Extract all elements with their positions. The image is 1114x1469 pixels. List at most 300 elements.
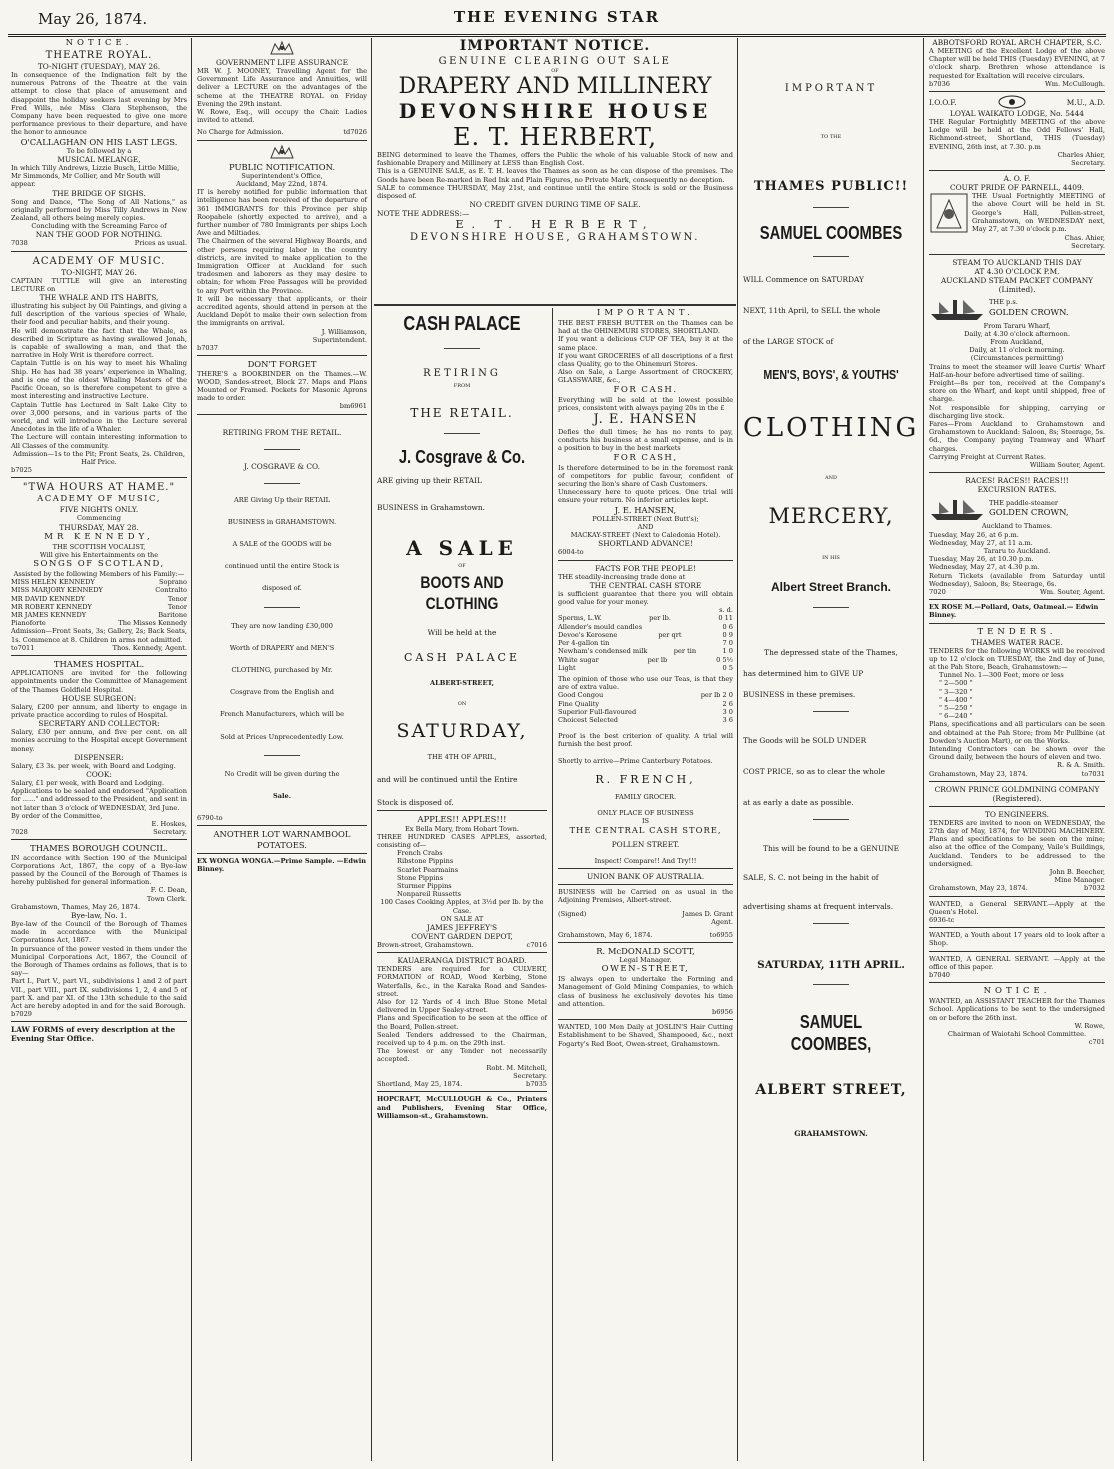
- ad-ref: to7011: [11, 643, 35, 652]
- coombes-body: has determined him to GIVE UP: [743, 669, 864, 678]
- union-bank-body: BUSINESS will be Carried on as usual in the Adjoining Premises, Albert-street.: [558, 887, 733, 904]
- scott-address: OWEN-STREET,: [601, 964, 690, 975]
- route-heading: Auckland to Thames.: [981, 522, 1053, 531]
- hospital-signer: E. Hoskes,: [151, 820, 187, 829]
- twa-songs: SONGS OF SCOTLAND,: [33, 558, 165, 569]
- and-text: AND: [637, 523, 654, 532]
- theatre-bridge: THE BRIDGE OF SIGHS.: [52, 188, 146, 198]
- text-cell: 0 5: [722, 663, 733, 672]
- teacher-signer-title: Chairman of Waiotahi School Committee.: [947, 1030, 1087, 1039]
- facts-body: Proof is the best criterion of quality. A trial will furnish the best proof.: [558, 732, 733, 749]
- rose-advert: EX ROSE M.—Pollard, Oats, Oatmeal.— Edwin Binney.: [929, 603, 1099, 620]
- hansen-body: If you want GROCERIES of all descriptions of a first class Quality, go to the Ohinemuri Stores.: [558, 351, 733, 369]
- servant-advert: WANTED, a General SERVANT.—Apply at the Queen's Hotel.: [929, 899, 1105, 916]
- text-cell: Per 4-gallon tin: [558, 639, 610, 648]
- potatoes-advert: ANOTHER LOT WARNAMBOOL POTATOES.: [213, 829, 351, 850]
- apples-onsale: ON SALE AT: [440, 914, 484, 923]
- loyal-waikato-signer: Charles Ahier,: [1057, 150, 1105, 159]
- hansen-body: Is therefore determined to be in the foremost rank of competitors for public favour, confident of securing the lion's share of Cash Customers.: [558, 463, 733, 489]
- facts-body: is sufficient guarantee that there you will obtain good value for your money.: [558, 589, 733, 607]
- a-sale-heading: A SALE: [406, 536, 518, 560]
- cosgrave-line: Sale.: [272, 791, 292, 800]
- text-cell: per lb.: [649, 614, 671, 623]
- coombes-heading: SAMUEL COOMBES: [759, 223, 903, 243]
- text-cell: Fine Quality: [558, 699, 600, 708]
- public-signer: J. Williamson,: [321, 327, 367, 336]
- price-row: [558, 647, 733, 655]
- text-cell: Allender's mould candles: [558, 622, 643, 631]
- cast-role: Baritone: [158, 610, 187, 619]
- twa-admission: Admission—Front Seats, 3s; Gallery, 2s; Back Seats, 1s. Commence at 8. Children in arms not admitted.: [11, 627, 187, 644]
- borough-heading: THAMES BOROUGH COUNCIL.: [30, 843, 168, 854]
- french-address: POLLEN STREET.: [611, 839, 680, 849]
- twa-agent: Thos. Kennedy, Agent.: [112, 643, 187, 652]
- borough-signer-title: Town Clerk.: [146, 894, 187, 903]
- text-cell: Sperms, L.W.: [558, 614, 602, 623]
- french-name: R. FRENCH,: [595, 772, 696, 786]
- coombes-body: This will be found to be a GENUINE: [763, 844, 899, 853]
- all-seeing-eye-icon: [997, 95, 1027, 109]
- route-heading: Tararu to Auckland.: [983, 546, 1051, 555]
- twa-venue: ACADEMY OF MUSIC,: [37, 494, 161, 505]
- coombes-body: BUSINESS in these premises.: [743, 690, 856, 699]
- french-grocer: FAMILY GROCER.: [614, 792, 677, 801]
- saturday-date-heading: SATURDAY, 11TH APRIL.: [757, 959, 905, 971]
- ad-ref: bm6961: [339, 402, 367, 411]
- borough-byelaw-body: Bye-law of the Council of the Borough of Thames made in accordance with the Municipal Corporations Act, 1867.: [11, 920, 187, 945]
- ad-ref: b7025: [11, 466, 33, 475]
- cast-name: MR JAMES KENNEDY: [11, 610, 87, 619]
- theatre-piece: O'CALLAGHAN ON HIS LAST LEGS.: [20, 136, 178, 147]
- column-4: [740, 38, 922, 1461]
- theatre-followed: To be followed by a: [66, 146, 132, 155]
- abbotsford-heading: ABBOTSFORD ROYAL ARCH CHAPTER, S.C.: [932, 38, 1102, 47]
- important-heading: IMPORTANT.: [597, 308, 694, 318]
- cosgrave-business: BUSINESS in Grahamstown.: [377, 503, 485, 512]
- column-2: [194, 38, 370, 1461]
- coombes-body: The depressed state of the Thames,: [764, 648, 898, 657]
- apples-cooking: 100 Cases Cooking Apples, at 3½d per lb. by the Case.: [380, 898, 544, 915]
- albert-street-heading: ALBERT STREET,: [755, 1082, 907, 1098]
- hospital-secretary-body: Salary, £30 per annum, and five per cent. on all monies accruing to the Hospital except Government money.: [11, 728, 187, 753]
- borough-body: IN accordance with Section 190 of the Municipal Corporations Act, 1867, the copy of a Bye-law passed by the Council of the Borough of Thames is hereby published for general information.: [11, 853, 187, 887]
- golden-crown-name: GOLDEN CROWN,: [989, 507, 1069, 518]
- price-row: [558, 656, 733, 664]
- boots-clothing-heading: BOOTS AND CLOTHING: [420, 573, 504, 613]
- engineers-title: Mine Manager.: [1054, 876, 1105, 885]
- to-the-text: TO THE: [820, 134, 842, 140]
- wonga-advert: EX WONGA WONGA.—Prime Sample. —Edwin Binney.: [197, 856, 366, 873]
- hospital-heading: THAMES HOSPITAL.: [53, 658, 145, 669]
- albert-branch-heading: Albert Street Branch.: [770, 580, 892, 594]
- academy-body: Captain Tuttle has Lectured in Salt Lake City to over 3,000 persons, and in various parts of the world, and will introduce in the Lecture several Anecdotes in the life of a Whaler.: [11, 400, 187, 434]
- sailing-time: Tuesday, May 26, at 10.30 p.m.: [929, 555, 1034, 564]
- apple-kind: Scarlet Pearmains: [397, 865, 459, 874]
- twa-will: Will give his Entertainments on the: [39, 550, 159, 559]
- bookbinder-body: THERE'S a BOOKBINDER on the Thames.—W. WOOD, Sandes-street, Block 27. Maps and Plans Mounted or Framed. Pockets for Masonic Aprons made to order.: [197, 369, 367, 403]
- drapery-heading: DRAPERY AND MILLINERY: [398, 74, 712, 99]
- coombes-body: at as early a date as possible.: [743, 798, 854, 807]
- text-cell: per lb 2 0: [700, 691, 733, 700]
- central-cash-store: THE CENTRAL CASH STORE: [589, 580, 702, 590]
- for-cash: FOR CASH,: [613, 452, 678, 463]
- text-cell: 0 6: [722, 622, 733, 631]
- text-cell: 0 11: [718, 614, 733, 623]
- bookbinder-advert: [197, 359, 367, 410]
- french-inspect: Inspect! Compare!! And Try!!!: [594, 856, 697, 865]
- union-bank-heading: UNION BANK OF AUSTRALIA.: [586, 871, 705, 881]
- hansen-body: THE BEST FRESH BUTTER on the Thames can be had at the OHINEMURI STORES, SHORTLAND.: [558, 319, 733, 336]
- text-cell: 3 6: [722, 715, 733, 724]
- steam-body: Trains to meet the steamer will leave Curtis' Wharf Half-an-hour before advertised time of sailing.: [929, 362, 1105, 379]
- tenders-heading: TENDERS.: [977, 626, 1057, 637]
- ad-ref: b7036: [929, 79, 951, 88]
- races-agent: Wm. Souter, Agent.: [1039, 587, 1105, 596]
- notice-heading: NOTICE.: [983, 986, 1051, 997]
- herbert-address-name: E. T. HERBERT,: [455, 218, 655, 232]
- coombes-body: COST PRICE, so as to clear the whole: [743, 767, 886, 776]
- cast-role: Soprano: [158, 578, 187, 587]
- hansen-address: MACKAY-STREET (Next to Caledonia Hotel).: [570, 531, 721, 540]
- hospital-body: APPLICATIONS are invited for the following appointments under the Committee of Management of the Thames Goldfield Hospital.: [11, 669, 187, 694]
- ad-ref: 6936-tc: [929, 916, 955, 925]
- cosgrave-line: Cosgrave from the English and: [230, 688, 334, 697]
- retiring-heading: RETIRING FROM THE RETAIL.: [222, 427, 342, 437]
- of-text: OF: [551, 68, 559, 74]
- steam-body: Not responsible for shipping, carrying or discharging live stock.: [929, 403, 1105, 420]
- twa-assisted: Assisted by the following Members of his Family:—: [13, 569, 185, 578]
- ad-ref: 7020: [929, 587, 946, 596]
- steam-body: Freight—8s per ton, received at the Company's store on the Wharf, and kept until shipped, free of charge.: [929, 379, 1105, 404]
- hospital-surgeon: HOUSE SURGEON:: [61, 693, 137, 703]
- steam-body: Carrying Freight at Current Rates.: [929, 452, 1046, 461]
- hansen-address: POLLEN-STREET (Next Butt's);: [592, 514, 699, 523]
- mu-text: M.U., A.D.: [1066, 97, 1105, 107]
- sailing-time: Wednesday, May 27, at 11 a.m.: [929, 538, 1033, 547]
- of-text: OF: [458, 563, 466, 569]
- court-signer: Chas. Ahier,: [1064, 234, 1105, 243]
- cash-palace-text: CASH PALACE: [403, 651, 520, 664]
- water-race-heading: THAMES WATER RACE.: [971, 637, 1063, 647]
- facts-body: Shortly to arrive—Prime Canterbury Potatoes.: [558, 756, 713, 765]
- cosgrave-line: A SALE of the GOODS will be: [232, 539, 332, 548]
- tea-row: [558, 700, 733, 708]
- kauaeranga-signer-title: Secretary.: [513, 1071, 547, 1080]
- royal-crest-icon: [267, 40, 297, 56]
- cosgrave-line: Worth of DRAPERY and MEN'S: [229, 643, 335, 652]
- herbert-heading: E. T. HERBERT,: [453, 123, 657, 151]
- saturday-heading: SATURDAY,: [396, 720, 528, 743]
- masthead: [8, 6, 1106, 37]
- text-cell: Choicest Selected: [558, 715, 618, 724]
- text-cell: Superior Full-flavoured: [558, 707, 637, 716]
- hansen-heading: J. E. HANSEN: [593, 412, 698, 428]
- hospital-surgeon-body: Salary, £200 per annum, and liberty to engage in private practice according to rules of Hospital.: [11, 702, 187, 719]
- cosgrave-line: Sold at Prices Unprecedentedly Low.: [220, 732, 344, 741]
- column-rule: [371, 38, 372, 1461]
- academy-body: The Lecture will contain interesting information to All Classes of the community.: [11, 433, 187, 450]
- borough-dated: Grahamstown, Thames, May 26, 1874.: [11, 902, 141, 911]
- engineers-signer: John B. Beecher,: [1049, 868, 1105, 876]
- public-notification-advert: [197, 162, 367, 353]
- theatre-concluding: Concluding with the Screaming Farce of: [31, 222, 167, 231]
- tea-row: [558, 691, 733, 699]
- coombes-body: The Goods will be SOLD UNDER: [743, 736, 867, 745]
- text-cell: 7 0: [722, 639, 733, 648]
- cosgrave-retiring-advert: [197, 418, 367, 823]
- column-rule: [552, 308, 553, 1461]
- coombes-body: advertising shams at frequent intervals.: [743, 902, 894, 911]
- covent-garden: COVENT GARDEN DEPOT,: [411, 932, 513, 942]
- academy-heading: ACADEMY OF MUSIC.: [32, 255, 166, 267]
- paddle-text: THE paddle-steamer: [989, 499, 1059, 508]
- issue-date: May 26, 1874.: [38, 10, 148, 28]
- tunnel-line: " 6—240 ": [939, 712, 973, 721]
- ad-ref: to7031: [1081, 769, 1105, 778]
- union-bank-dated: Grahamstown, May 6, 1874.: [558, 930, 653, 939]
- thames-hospital-advert: [11, 659, 187, 836]
- borough-byelaw-body: Part I., Part V., part VI., subdivisions 1 and 2 of part VII., part VIII., part IX. subdivisions 1, 2, 4 and 5 of part X. and par XI. of the 13th schedule to the said Act are hereby adopted in and for the said Borough.: [11, 977, 187, 1011]
- clothing-heading: CLOTHING: [743, 413, 920, 443]
- steam-body: Fares—From Auckland to Grahamstown and Grahamstown to Auckland: Saloon, 8s; Steerage, 5s. 6d., the Company paying Tramway and Wharf charges.: [929, 420, 1105, 453]
- is-text: IS: [641, 817, 650, 826]
- tea-row: [558, 708, 733, 716]
- cast-name: MR ROBERT KENNEDY: [11, 602, 92, 611]
- borough-council-advert: [11, 843, 187, 1018]
- facts-body: The opinion of those who use our Teas, is that they are of extra value.: [558, 674, 733, 692]
- sailing-time: Wednesday, May 27, at 4.30 p.m.: [929, 563, 1040, 572]
- cosgrave-line: BUSINESS in GRAHAMSTOWN.: [227, 517, 337, 526]
- academy-body: illustrating his subject by Oil Paintings, and giving a full description of the various species of Whale, their food and peculiar habits, and their young.: [11, 302, 187, 327]
- price-row: [558, 623, 733, 631]
- price-row: [558, 664, 733, 672]
- joslin-advert: WANTED, 100 Men Daily at JOSLIN'S Hair Cutting Establishment to be Shaved, Shampooed, &c., next Fogarty's Red Boot, Owen-street, Grahamstown.: [558, 1023, 733, 1048]
- ad-ref: td7026: [343, 128, 367, 137]
- tunnel-line: " 4—400 ": [939, 695, 973, 704]
- cosgrave-heading: J. Cosgrave & Co.: [398, 447, 526, 467]
- hospital-dispenser: DISPENSER:: [74, 752, 124, 762]
- apple-kind: French Crabs: [397, 849, 443, 858]
- hansen-name: J. E. HANSEN,: [614, 504, 677, 515]
- public-body: IT is hereby notified for public information that intelligence has been received of the departure of 361 IMMIGRANTS for this Province per ship Roopahele (shortly expected to arrive), and a further number of 780 Immigrants per ships Loch Awe and Miltiades.: [197, 188, 367, 238]
- central-cash-store: THE CENTRAL CASH STORE,: [569, 825, 722, 836]
- tenders-body: Intending Contractors can be shown over the Ground daily, between the hours of eleven and two.: [929, 744, 1105, 762]
- ad-ref: 6790-to: [197, 814, 223, 823]
- price-row: [558, 631, 733, 639]
- academy-admission: Admission—1s to the Pit; Front Seats, 2s. Children, Half Price.: [13, 449, 185, 466]
- kauaeranga-body: The lowest or any Tender not necessarily accepted.: [377, 1047, 547, 1064]
- sale-date: THE 4TH OF APRIL,: [427, 753, 497, 762]
- law-forms-advert: LAW FORMS of every description at the Evening Star Office.: [11, 1025, 176, 1044]
- steam-time: AT 4.30 O'CLOCK P.M.: [974, 266, 1060, 276]
- hospital-signer-title: Secretary.: [153, 828, 187, 837]
- cast-role: Tenor: [167, 594, 187, 603]
- academy-body: Captain Tuttle is on his way to meet his Whaling Ship. He has had 38 years' experience in Whaling, and is one of the oldest Whaling Masters of the Pacific Ocean, so is therefore competent to give a most interesting and instructive Lecture.: [11, 359, 187, 401]
- facts-heading: FACTS FOR THE PEOPLE!: [595, 563, 696, 573]
- theatre-melange-body: In which Tilly Andrews, Lizzie Busch, Little Millie, Mr Simmonds, Mr Collier, and Mr South will appear.: [11, 164, 180, 189]
- govt-body: MR W. J. MOONEY, Travelling Agent for the Government Life Assurance and Annuities, will deliver a LECTURE on the advantages of the scheme at the THEATRE ROYAL on Friday Evening the 29th instant.: [197, 67, 367, 108]
- public-body: The Chairmen of the several Highway Boards, and other persons requiring labor in the country districts, are invited to make application to the Immigration Officer at Auckland for such tradesmen and laborers as they may desire to obtain; for whom Free Passages will be provided to any Port within the Province.: [197, 237, 367, 295]
- steam-from: From Auckland,: [990, 338, 1044, 347]
- academy-topic: THE WHALE AND ITS HABITS,: [39, 293, 159, 303]
- hansen-body: Defies the dull times; he has no rents to pay, conducts his business at a small expense, and is in a position to buy in the best markets: [558, 428, 733, 453]
- court-heading: COURT PRIDE OF PARNELL, 4409.: [949, 183, 1085, 193]
- youth-advert: WANTED, a Youth about 17 years old to look after a Shop.: [929, 931, 1105, 948]
- cosgrave-line: CLOTHING, purchased by Mr.: [231, 665, 333, 674]
- printer-imprint: HOPCRAFT, McCULLOUGH & Co., Printers and Publishers, Evening Star Office, Williamson-st., Grahamstown.: [377, 1095, 547, 1120]
- tenders-body: Plans, specifications and all particulars can be seen and obtained at the Pah Store; from Mr Pullbine (at Dowden's Auction Mart), or on the Works.: [929, 720, 1105, 745]
- text-cell: 1 0: [722, 647, 733, 656]
- twa-commencing: Commencing: [77, 514, 121, 523]
- steam-daily: Daily, at 11 o'clock morning.: [969, 346, 1065, 355]
- hansen-body: Unnecessary here to quote prices. One trial will ensure your return. No inferior articles kept.: [558, 488, 733, 505]
- coombes-body: SALE, S. C. not being in the habit of: [743, 873, 879, 882]
- abbotsford-body: A MEETING of the Excellent Lodge of the above Chapter will be held THIS (Tuesday) EVENING, at 7 o'clock sharp. Brethren whose attendance is requested for Exaltation will receive circulars.: [929, 47, 1105, 80]
- price-row: [558, 639, 733, 647]
- jeffrey-name: JAMES JEFFREY'S: [426, 923, 498, 933]
- kauaeranga-body: Also for 12 Yards of 4 inch Blue Stone Metal delivered in Upper Sealey-street.: [377, 998, 547, 1015]
- loyal-waikato-heading: LOYAL WAIKATO LODGE, No. 5444: [949, 109, 1085, 119]
- govt-chair: W. Rowe, Esq., will occupy the Chair. Ladies invited to attend.: [197, 108, 367, 125]
- academy-date: TO-NIGHT, MAY 26.: [61, 267, 137, 277]
- twa-nights: FIVE NIGHTS ONLY.: [59, 505, 139, 515]
- twa-date: THURSDAY, MAY 28.: [59, 522, 139, 532]
- steam-circumstances: (Circumstances permitting): [970, 354, 1064, 363]
- hansen-body: Also on Sale, a Large Assortment of CROCKERY, GLASSWARE, &c.,: [558, 368, 733, 385]
- cosgrave-line: continued until the entire Stock is: [224, 562, 340, 571]
- grahamstown-text: GRAHAMSTOWN.: [794, 1129, 868, 1138]
- tenders-dated: Grahamstown, May 23, 1874.: [929, 769, 1028, 778]
- ad-ref: b7029: [11, 1010, 33, 1019]
- text-cell: Devoe's Kerosene: [558, 630, 618, 639]
- borough-byelaw-body: In pursuance of the power vested in them under the Municipal Corporations Act, 1867, the Council of the Borough of Thames ordains as follows, that is to say—: [11, 944, 187, 978]
- ad-ref: b6956: [711, 1007, 733, 1016]
- engineers-body: TENDERS are invited to noon on WEDNESDAY, the 27th day of May, 1874, for WINDING MACHINERY. Plans and specifications to be seen on the mine; also at the office of the Company, Vaile's Buildings, Auckland. Tenders to be addressed to the undersigned.: [929, 818, 1105, 868]
- ad-ref: c7016: [526, 941, 547, 950]
- cast-role: Contralto: [155, 586, 187, 595]
- academy-body: CAPTAIN TUTTLE will give an interesting LECTURE on: [11, 276, 187, 293]
- loyal-waikato-title: Secretary.: [1071, 159, 1105, 168]
- cast-role: Tenor: [167, 602, 187, 611]
- teacher-signer: W. Rowe,: [1074, 1021, 1105, 1030]
- important-notice-heading: IMPORTANT NOTICE.: [459, 38, 651, 54]
- loyal-waikato-body: THE Regular Fortnightly MEETING of the above Lodge will be held at the Odd Fellows' Hall, Richmond-street, Shortland, THIS (Tuesday) EVENING, 26th inst, at 7.30. p.m: [929, 118, 1105, 151]
- herbert-body: This is a GENUINE SALE, as E. T. H. leaves the Thames as soon as he can dispose of the premises. The Goods have been Re-marked in Red Ink and Plain Figures, no Private Mark, consequently no deception.: [377, 167, 733, 184]
- apple-kind: Ribstone Pippins: [397, 857, 454, 866]
- engineers-dated: Grahamstown, May 23, 1874.: [929, 884, 1028, 893]
- cosgrave-line: disposed of.: [262, 584, 302, 593]
- herbert-clearing-sale: [377, 38, 733, 244]
- court-body: THE Usual Fortnightly MEETING of the above Court will be held in St. George's Hall, Pollen-street, Grahamstown, on WEDNESDAY next, May 27, at 7.30 o'clock p.m.: [972, 192, 1105, 234]
- twa-role: THE SCOTTISH VOCALIST,: [52, 542, 146, 551]
- herbert-note: NOTE THE ADDRESS:—: [377, 209, 470, 219]
- aof-heading: A. O. F.: [1003, 174, 1031, 184]
- excursion-heading: EXCURSION RATES.: [977, 485, 1057, 495]
- borough-byelaw: Bye-law, No. 1.: [71, 911, 127, 921]
- mens-boys-heading: MEN'S, BOYS', & YOUTHS': [763, 367, 899, 382]
- public-body: It will be necessary that applicants, or their accredited agents, should attend in person at the Auckland Depôt to make their own selection from the immigrants on arrival.: [197, 294, 367, 328]
- tea-row: [558, 716, 733, 724]
- notice-heading: NOTICE.: [65, 38, 133, 48]
- in-his-text: IN HIS: [822, 555, 840, 561]
- engineers-heading: TO ENGINEERS.: [985, 809, 1049, 819]
- kauaeranga-signer: Robt. M. Mitchell,: [486, 1063, 547, 1072]
- important-heading: IMPORTANT: [784, 83, 878, 94]
- hospital-applications: Applications to be sealed and endorsed "Application for ......" and addressed to the President, and sent in not later than 3 o'clock of WEDNESDAY, 3rd June.: [11, 787, 187, 812]
- column-3-right: [555, 308, 736, 1461]
- kauaeranga-heading: KAUAERANGA DISTRICT BOARD.: [397, 956, 527, 966]
- tunnel-line: Tunnel No. 1—300 Feet, more or less: [939, 671, 1064, 680]
- cosgrave-line: They are now landing £30,000: [231, 621, 333, 630]
- cosgrave-name: J. COSGRAVE & CO.: [244, 461, 320, 471]
- theatre-royal-advert: [11, 38, 187, 248]
- apple-kind: Stone Pippins: [397, 873, 444, 882]
- kauaeranga-dated: Shortland, May 25, 1874.: [377, 1080, 463, 1089]
- column-rule: [191, 38, 192, 1461]
- hansen-body: Everything will be sold at the lowest possible prices, consistent with always paying 20s in the £: [558, 395, 733, 412]
- theatre-heading: THEATRE ROYAL.: [45, 50, 153, 61]
- text-cell: 0 9: [722, 630, 733, 639]
- disposed-text: Stock is disposed of.: [377, 798, 454, 808]
- text-cell: 3 0: [722, 707, 733, 716]
- ad-ref: b7032: [1083, 884, 1105, 893]
- forester-emblem-icon: [929, 192, 969, 234]
- steam-heading: STEAM TO AUCKLAND THIS DAY: [952, 257, 1082, 267]
- price-row: [558, 614, 733, 622]
- cast-name: MISS MARJORY KENNEDY: [11, 586, 103, 595]
- for-cash: FOR CASH.: [613, 384, 678, 395]
- teacher-advert: WANTED, an ASSISTANT TEACHER for the Thames School. Applications to be sent to the undersigned on or before the 26th inst.: [929, 997, 1105, 1022]
- sailing-time: Tuesday, May 26, at 6 p.m.: [929, 530, 1019, 539]
- tunnel-line: " 3—320 ": [939, 687, 973, 696]
- union-bank-title: Agent.: [711, 918, 733, 927]
- apple-kind: Nonpareil Russetts: [397, 890, 462, 899]
- theatre-melange: MUSICAL MELANGE,: [57, 155, 141, 165]
- public-signer-title: Superintendent.: [312, 335, 367, 344]
- column-rule: [923, 38, 924, 1461]
- royal-crest-icon: [267, 144, 297, 160]
- mercery-heading: MERCERY,: [768, 504, 894, 528]
- cast-name: Pianoforte: [11, 619, 46, 628]
- steam-agent: William Souter, Agent.: [1029, 461, 1105, 470]
- ad-ref: 7028: [11, 828, 28, 837]
- french-only: ONLY PLACE OF BUSINESS: [597, 808, 694, 817]
- ad-ref: b7037: [197, 344, 219, 353]
- will-be-held: Will be held at the: [427, 628, 497, 637]
- herbert-body: BEING determined to leave the Thames, offers the Public the whole of his valuable Stock of new and fashionable Drapery and Millinery at LESS than English Cost.: [377, 151, 733, 168]
- scott-title: Legal Manager.: [619, 955, 672, 964]
- kauaeranga-body: TENDERS are required for a CULVERT, FORMATION of ROAD, Wood Kerbing, Stone Waterfalls, &c., in the Karaka Road and Sandes-street.: [377, 965, 547, 998]
- cast-name: MR DAVID KENNEDY: [11, 594, 86, 603]
- hospital-cook: COOK:: [86, 770, 112, 779]
- hospital-order: By order of the Committee,: [11, 811, 103, 820]
- albert-street-text: ALBERT-STREET,: [430, 679, 494, 687]
- retiring-text: RETIRING: [423, 368, 501, 379]
- hansen-body: If you want a delicious CUP OF TEA, buy it at the same place.: [558, 335, 733, 352]
- return-tickets: Return Tickets (available from Saturday until Wednesday), Saloon, 8s; Steerage, 6s.: [929, 571, 1105, 588]
- tunnel-line: " 2—500 ": [939, 679, 973, 688]
- twa-hours-advert: [11, 481, 187, 652]
- ad-ref: to6955: [709, 930, 733, 939]
- the-retail-text: THE RETAIL.: [410, 406, 514, 420]
- coombes-heading: SAMUEL COOMBES,: [790, 1012, 872, 1054]
- public-dated: Auckland, May 22nd, 1874.: [236, 180, 328, 189]
- hospital-dispenser-body: Salary, £3 3s. per week, with Board and Lodging.: [11, 761, 176, 770]
- genuine-sale-heading: GENUINE CLEARING OUT SALE: [438, 56, 672, 67]
- tenders-body: TENDERS for the following WORKS will be received up to 12 o'clock on TUESDAY, the 2nd day of June, at the Pah Store, Beach, Grahamstown:—: [929, 646, 1105, 671]
- column-1: [8, 38, 190, 1461]
- coombes-of: of the LARGE STOCK of: [743, 337, 834, 346]
